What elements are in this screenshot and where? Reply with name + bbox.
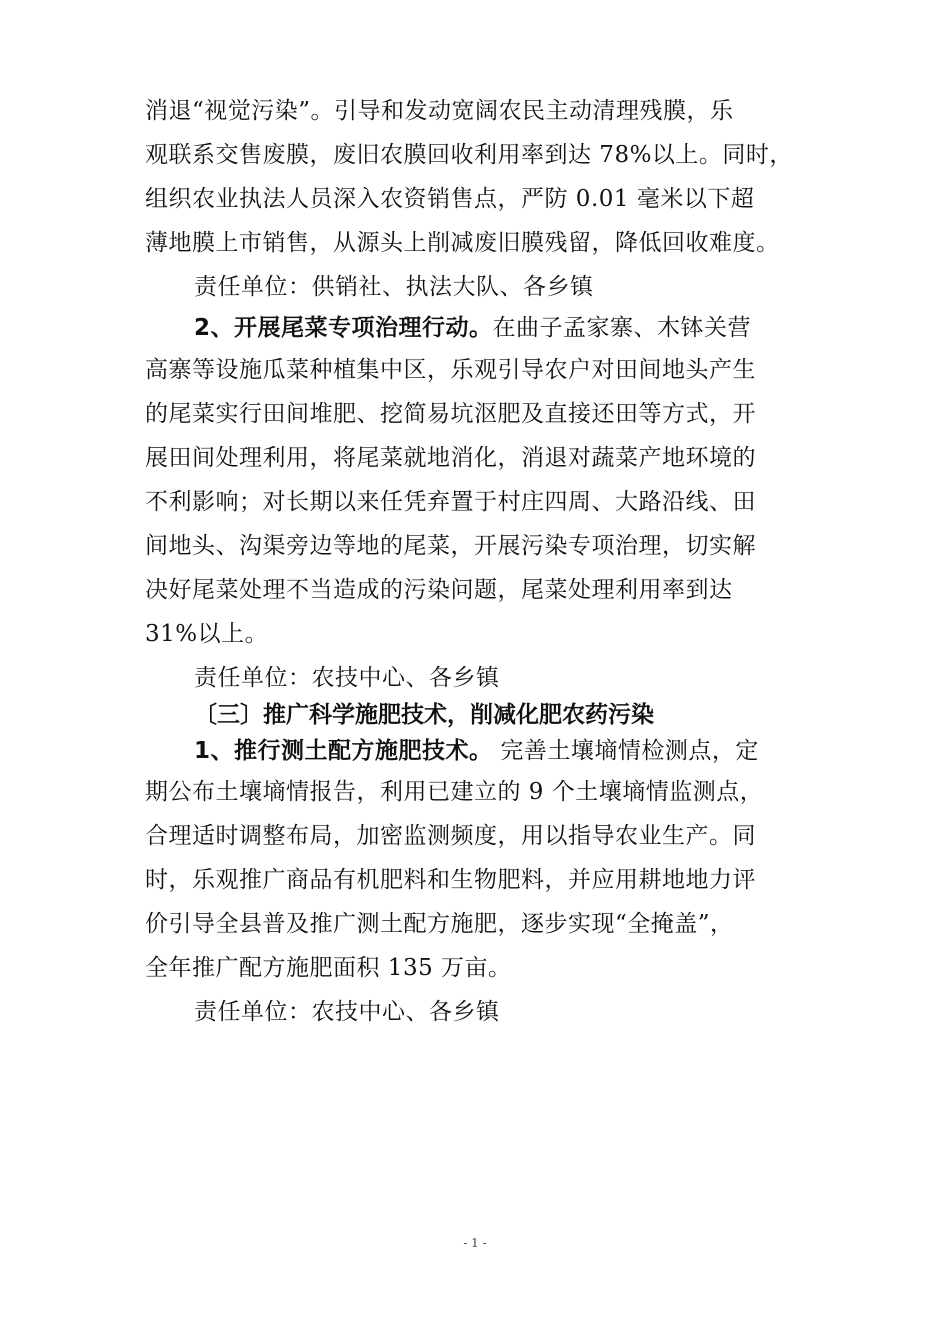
paragraph-line: 不利影响；对长期以来任凭弃置于村庄四周、大路沿线、田 (145, 489, 756, 515)
paragraph-line: 价引导全县普及推广测土配方施肥，逐步实现“全掩盖”， (145, 911, 734, 937)
responsibility-line: 责任单位：供销社、执法大队、各乡镇 (194, 274, 594, 300)
item-text: 完善土壤墒情检测点，定 (492, 738, 759, 764)
paragraph-line: 决好尾菜处理不当造成的污染问题，尾菜处理利用率到达 (145, 577, 733, 603)
paragraph-line: 薄地膜上市销售，从源头上削减废旧膜残留，降低回收难度。 (145, 230, 780, 256)
item-text: 在曲子孟家寨、木钵关营 (492, 315, 752, 341)
paragraph-line: 展田间处理利用，将尾菜就地消化，消退对蔬菜产地环境的 (145, 445, 756, 471)
paragraph-line: 高寨等设施瓜菜种植集中区，乐观引导农户对田间地头产生 (145, 357, 756, 383)
section-heading: 〔三〕推广科学施肥技术，削减化肥农药污染 (194, 702, 654, 728)
paragraph-line: 31%以上。 (145, 621, 269, 647)
paragraph-line: 的尾菜实行田间堆肥、挖简易坑沤肥及直接还田等方式，开 (145, 401, 756, 427)
paragraph-line: 合理适时调整布局，加密监测频度，用以指导农业生产。同 (145, 823, 756, 849)
responsibility-line: 责任单位：农技中心、各乡镇 (194, 999, 500, 1025)
paragraph-line: 期公布土壤墒情报告，利用已建立的 9 个土壤墒情监测点， (145, 779, 764, 805)
paragraph-line: 消退“视觉污染”。引导和发动宽阔农民主动清理残膜，乐 (145, 98, 734, 124)
paragraph-line: 组织农业执法人员深入农资销售点，严防 0.01 毫米以下超 (145, 186, 755, 212)
item-heading-line (194, 313, 751, 343)
paragraph-line: 时，乐观推广商品有机肥料和生物肥料，并应用耕地地力评 (145, 867, 756, 893)
item-title: 2、开展尾菜专项治理行动。 (194, 315, 493, 341)
item-title: 1、推行测土配方施肥技术。 (194, 738, 493, 764)
paragraph-line: 观联系交售废膜，废旧农膜回收利用率到达 78%以上。同时， (145, 142, 793, 168)
responsibility-line: 责任单位：农技中心、各乡镇 (194, 665, 500, 691)
paragraph-line: 间地头、沟渠旁边等地的尾菜，开展污染专项治理，切实解 (145, 533, 756, 559)
page-number: - 1 - (463, 1236, 487, 1250)
paragraph-line: 全年推广配方施肥面积 135 万亩。 (145, 955, 512, 981)
item-heading-line (194, 736, 759, 766)
